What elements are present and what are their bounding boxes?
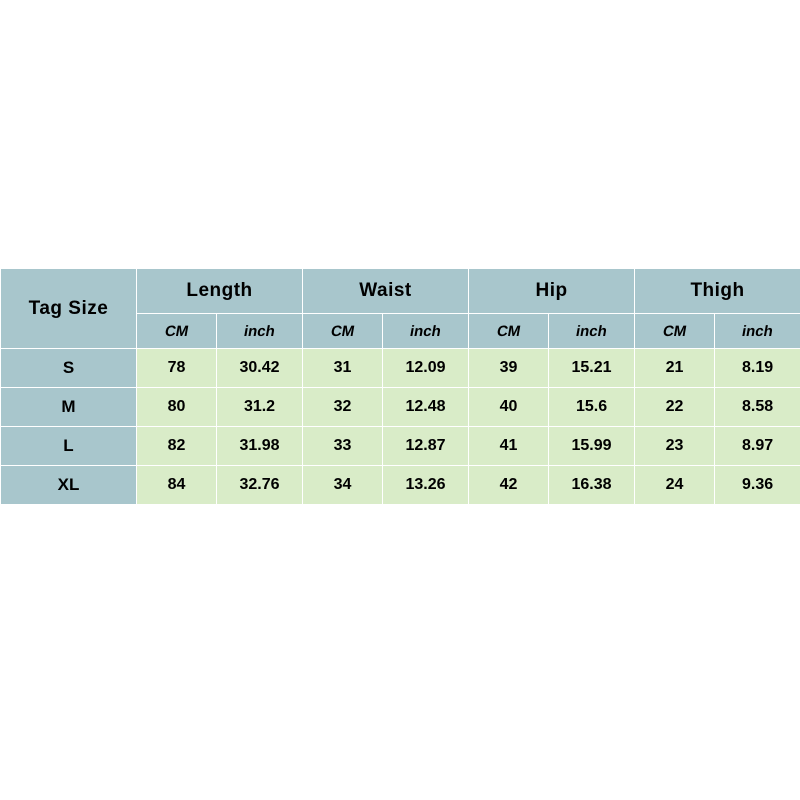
- cell-hip-cm: 40: [469, 388, 549, 427]
- cell-waist-inch: 13.26: [383, 466, 469, 505]
- table-row: [1, 466, 800, 505]
- unit-header-length-cm: [137, 314, 217, 349]
- row-size-label: XL: [1, 466, 137, 505]
- unit-header-hip-cm: [469, 314, 549, 349]
- unit-label: CM: [495, 322, 522, 340]
- table-row: [1, 388, 800, 427]
- cell-thigh-inch: 8.19: [715, 349, 800, 388]
- table-row: [1, 427, 800, 466]
- unit-label: CM: [163, 322, 190, 340]
- unit-label: inch: [408, 322, 443, 340]
- cell-length-inch: 32.76: [217, 466, 303, 505]
- group-header-row: [1, 269, 800, 314]
- unit-header-length-inch: [217, 314, 303, 349]
- size-chart-container: [0, 268, 800, 505]
- cell-waist-cm: 32: [303, 388, 383, 427]
- cell-hip-inch: 15.6: [549, 388, 635, 427]
- table-body: [1, 349, 800, 505]
- cell-thigh-cm: 21: [635, 349, 715, 388]
- unit-header-hip-inch: [549, 314, 635, 349]
- unit-label: inch: [574, 322, 609, 340]
- cell-waist-inch: 12.09: [383, 349, 469, 388]
- cell-thigh-inch: 9.36: [715, 466, 800, 505]
- row-size-label: S: [1, 349, 137, 388]
- cell-hip-cm: 39: [469, 349, 549, 388]
- unit-header-thigh-cm: [635, 314, 715, 349]
- table-header: [1, 269, 800, 349]
- cell-length-cm: 80: [137, 388, 217, 427]
- cell-thigh-inch: 8.97: [715, 427, 800, 466]
- cell-thigh-cm: 22: [635, 388, 715, 427]
- cell-thigh-inch: 8.58: [715, 388, 800, 427]
- cell-hip-cm: 42: [469, 466, 549, 505]
- cell-waist-cm: 31: [303, 349, 383, 388]
- cell-length-inch: 31.2: [217, 388, 303, 427]
- group-header-thigh: Thigh: [635, 269, 800, 314]
- table-row: [1, 349, 800, 388]
- cell-length-inch: 31.98: [217, 427, 303, 466]
- cell-thigh-cm: 23: [635, 427, 715, 466]
- cell-hip-inch: 16.38: [549, 466, 635, 505]
- cell-waist-inch: 12.48: [383, 388, 469, 427]
- cell-hip-inch: 15.99: [549, 427, 635, 466]
- group-header-waist: Waist: [303, 269, 469, 314]
- unit-label: inch: [740, 322, 775, 340]
- cell-waist-cm: 33: [303, 427, 383, 466]
- cell-length-cm: 84: [137, 466, 217, 505]
- row-size-label: L: [1, 427, 137, 466]
- cell-thigh-cm: 24: [635, 466, 715, 505]
- group-header-length: Length: [137, 269, 303, 314]
- cell-hip-cm: 41: [469, 427, 549, 466]
- cell-hip-inch: 15.21: [549, 349, 635, 388]
- cell-length-cm: 82: [137, 427, 217, 466]
- unit-header-waist-inch: [383, 314, 469, 349]
- size-chart-table: [0, 268, 800, 505]
- unit-header-thigh-inch: [715, 314, 800, 349]
- group-header-hip: Hip: [469, 269, 635, 314]
- row-size-label: M: [1, 388, 137, 427]
- tag-size-header: Tag Size: [1, 269, 137, 349]
- unit-label: CM: [661, 322, 688, 340]
- unit-header-waist-cm: [303, 314, 383, 349]
- unit-label: CM: [329, 322, 356, 340]
- cell-waist-cm: 34: [303, 466, 383, 505]
- cell-waist-inch: 12.87: [383, 427, 469, 466]
- unit-label: inch: [242, 322, 277, 340]
- cell-length-inch: 30.42: [217, 349, 303, 388]
- cell-length-cm: 78: [137, 349, 217, 388]
